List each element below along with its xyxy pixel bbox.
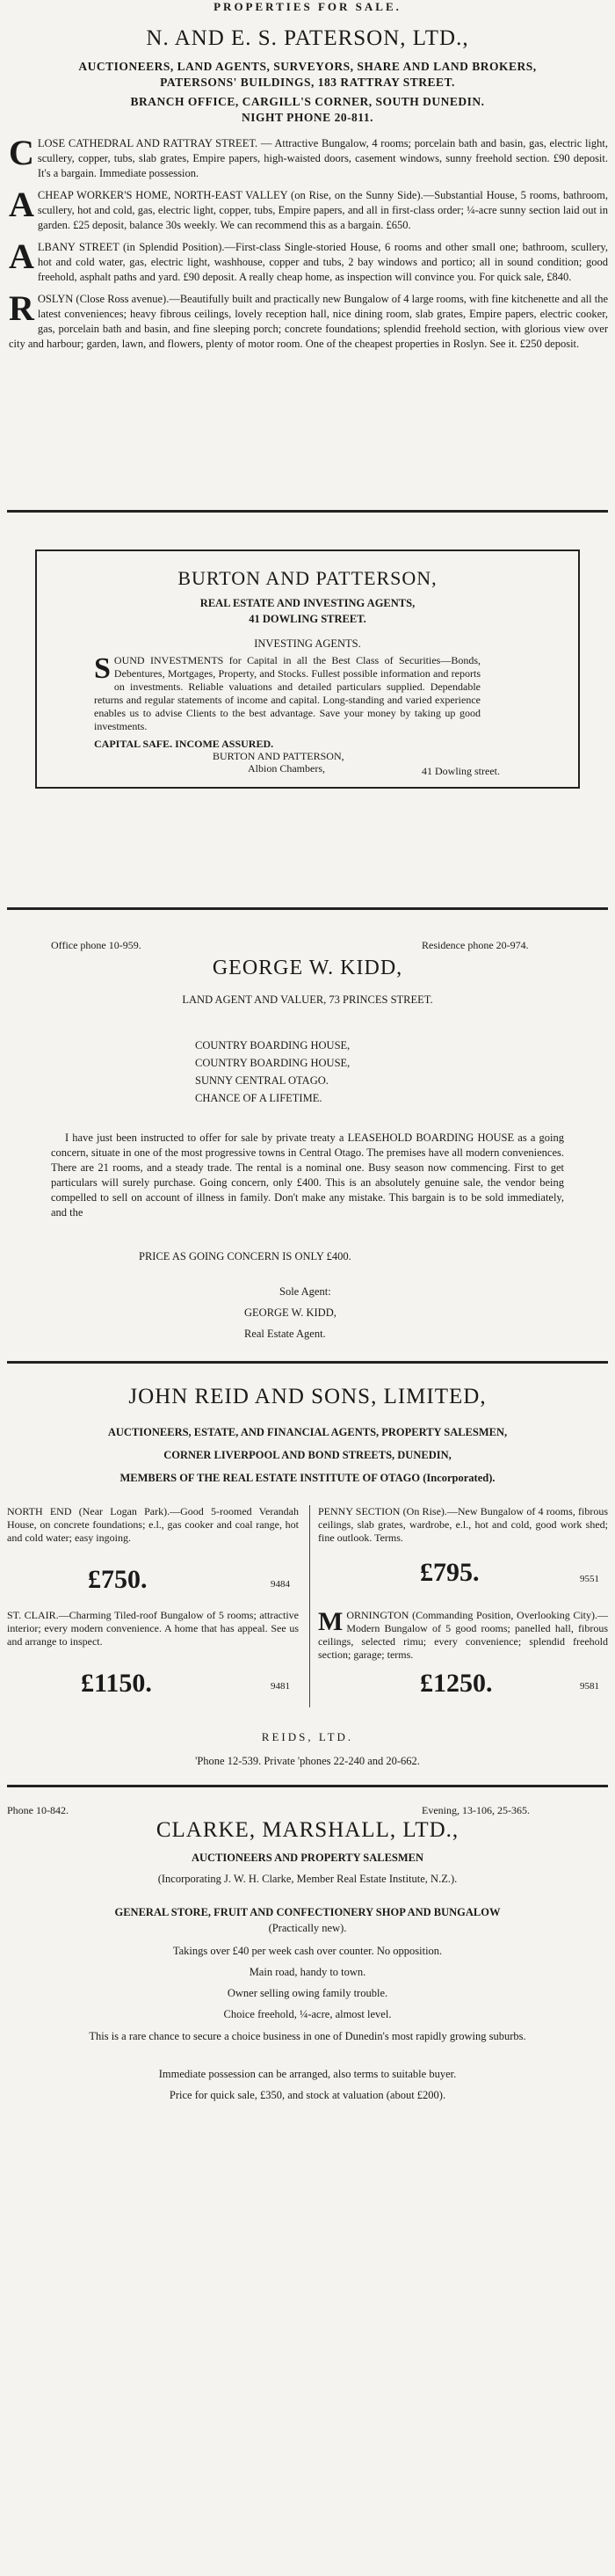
reid-ref: 9551 <box>580 1574 599 1584</box>
reid-ref: 9484 <box>271 1579 290 1590</box>
drop-cap: A <box>9 236 34 276</box>
reid-listing-st-clair: ST. CLAIR.—Charming Tiled-roof Bungalow of 5 rooms; attractive interior; every modern convenience. A home that has appeal. See us and arrange to inspect. <box>7 1609 299 1648</box>
divider <box>7 907 608 910</box>
burton-safe: CAPITAL SAFE. INCOME ASSURED. <box>94 738 274 750</box>
burton-heading: INVESTING AGENTS. <box>254 637 361 650</box>
paterson-line4: NIGHT PHONE 20-811. <box>242 111 373 124</box>
kidd-h2: COUNTRY BOARDING HOUSE, <box>195 1057 351 1069</box>
clarke-l3: Owner selling owing family trouble. <box>227 1987 388 1999</box>
kidd-price: PRICE AS GOING CONCERN IS ONLY £400. <box>139 1250 351 1263</box>
clarke-l6: Immediate possession can be arranged, also terms to suitable buyer. <box>158 2068 457 2080</box>
drop-cap: S <box>94 652 111 685</box>
reid-footer1: REIDS, LTD. <box>261 1730 354 1743</box>
reid-ref: 9481 <box>271 1681 290 1692</box>
listing-text: OSLYN (Close Ross avenue).—Beautifully built and practically new Bungalow of 4 large rooms, with fine kitchenette and all the latest conveniences; heavy fibrous ceilings, lovely reception hall, nice dining room, slab grates, Empire papers, electric cooker, gas, porcelain bath and basin, and fine sleeping porch; concrete foundations; splendid freehold section, with glorious view over city and harbour; garden, lawn, and flowers, plenty of motor room. One of the cheapest properties in Roslyn. See it. £250 deposit. <box>9 293 608 350</box>
reid-price: £1250. <box>420 1669 493 1698</box>
listing-text: LOSE CATHEDRAL AND RATTRAY STREET. — Attractive Bungalow, 4 rooms; porcelain bath and basin, gas, electric light, scullery, copper, tubs, slab grates, Empire papers, high-waisted doors, casement windows, sunny freehold section. £90 deposit. It's a bargain. Immediate possession. <box>37 137 608 179</box>
reid-line2: CORNER LIVERPOOL AND BOND STREETS, DUNEDIN, <box>163 1449 452 1461</box>
reid-footer2: 'Phone 12-539. Private 'phones 22-240 and 20-662. <box>195 1755 420 1767</box>
divider <box>7 1785 608 1787</box>
reid-price: £795. <box>420 1558 480 1587</box>
kidd-sole: Sole Agent: <box>279 1285 331 1298</box>
drop-cap: R <box>9 288 34 328</box>
kidd-text: I have just been instructed to offer for sale by private treaty a LEASEHOLD BOARDING HOUSE as a going concern, situate in one of the most progressive towns in Central Otago. The premises have all modern conveniences. There are 21 rooms, and a steady trade. The rental is a nominal one. Busy season now commencing. First to get particulars will surely purchase. Going concern, only £400. This is an absolutely genuine sale, the vendor being compelled to sell on account of illness in family. Don't make any mistake. This bargain is to be sold immediately, and the <box>51 1132 564 1219</box>
reid-title: JOHN REID AND SONS, LIMITED, <box>128 1385 487 1408</box>
reid-line3: MEMBERS OF THE REAL ESTATE INSTITUTE OF OTAGO (Incorporated). <box>119 1472 496 1484</box>
kidd-h4: CHANCE OF A LIFETIME. <box>195 1092 322 1104</box>
burton-line2: 41 DOWLING STREET. <box>249 613 366 625</box>
reid-ref: 9581 <box>580 1681 599 1692</box>
listing-item <box>9 133 608 181</box>
paterson-line2: PATERSONS' BUILDINGS, 183 RATTRAY STREET. <box>160 76 455 89</box>
clarke-l2: Main road, handy to town. <box>249 1966 366 1978</box>
paterson-title: N. AND E. S. PATERSON, LTD., <box>146 26 469 50</box>
burton-title: BURTON AND PATTERSON, <box>177 567 438 589</box>
listing-item <box>9 236 608 285</box>
burton-text <box>94 654 481 733</box>
listing-text: ORNINGTON (Commanding Position, Overlooking City).—Modern Bungalow of 5 good rooms; panelled hall, fibrous ceilings, selected rimu; every convenience; splendid freehold section; garage; terms. <box>318 1609 608 1661</box>
divider <box>7 1361 608 1364</box>
clarke-l7: Price for quick sale, £350, and stock at valuation (about £200). <box>169 2089 446 2101</box>
clarke-h1: GENERAL STORE, FRUIT AND CONFECTIONERY SHOP AND BUNGALOW <box>114 1906 501 1918</box>
clarke-phone: Phone 10-842. <box>7 1804 69 1816</box>
drop-cap: C <box>9 133 34 172</box>
reid-listing-mornington <box>318 1609 608 1662</box>
kidd-h3: SUNNY CENTRAL OTAGO. <box>195 1074 329 1087</box>
kidd-agent-title: Real Estate Agent. <box>244 1328 326 1340</box>
kidd-line1: LAND AGENT AND VALUER, 73 PRINCES STREET. <box>182 993 433 1006</box>
clarke-l1: Takings over £40 per week cash over counter. No opposition. <box>172 1945 443 1957</box>
reid-listing-penny-section: PENNY SECTION (On Rise).—New Bungalow of 4 rooms, fibrous ceilings, slab grates, wardrobe, e.l., hot and cold, good work shed; fine outlook. Terms. <box>318 1505 608 1544</box>
kidd-office-phone: Office phone 10-959. <box>51 939 141 951</box>
clarke-line2: (Incorporating J. W. H. Clarke, Member Real Estate Institute, N.Z.). <box>157 1873 458 1885</box>
paterson-line1: AUCTIONEERS, LAND AGENTS, SURVEYORS, SHARE AND LAND BROKERS, <box>78 60 537 73</box>
clarke-title: CLARKE, MARSHALL, LTD., <box>156 1818 459 1842</box>
divider <box>7 510 608 513</box>
column-rule <box>309 1505 310 1707</box>
listing-item <box>9 288 608 352</box>
kidd-residence-phone: Residence phone 20-974. <box>422 939 529 951</box>
listing-text: LBANY STREET (in Splendid Position).—First-class Single-storied House, 6 rooms and other small one; bathroom, scullery, hot and cold water, gas, electric light, washhouse, copper and tubs, 2 bay windows and portico; all in sound condition; good freehold, asphalt paths and yard. £90 deposit. A really cheap home, as inspection will convince you. For quick sale, £840. <box>37 241 608 283</box>
burton-body: OUND INVESTMENTS for Capital in all the Best Class of Securities—Bonds, Debentures, Mortgages, Property, and Stocks. Fullest possible information and reports on investments. Reliable valuations and detailed particulars supplied. Dependable returns and regular statements of income and capital. Long-standing and varied experience enables us to advise Clients to the best advantage. Save your money by taking up good investments. <box>94 654 481 732</box>
clarke-line1: AUCTIONEERS AND PROPERTY SALESMEN <box>191 1852 424 1864</box>
burton-box <box>35 549 580 789</box>
clarke-l5: This is a rare chance to secure a choice business in one of Dunedin's most rapidly growing suburbs. <box>89 2030 526 2042</box>
paterson-line3: BRANCH OFFICE, CARGILL'S CORNER, SOUTH DUNEDIN. <box>130 95 485 108</box>
kidd-h1: COUNTRY BOARDING HOUSE, <box>195 1039 351 1052</box>
burton-sign3: 41 Dowling street. <box>422 765 500 777</box>
reid-listing-north-end: NORTH END (Near Logan Park).—Good 5-roomed Verandah House, on concrete foundations; e.l., gas cooker and coal range, hot and cold water; easy ingoing. <box>7 1505 299 1544</box>
reid-line1: AUCTIONEERS, ESTATE, AND FINANCIAL AGENTS, PROPERTY SALESMEN, <box>107 1426 508 1438</box>
clarke-l4: Choice freehold, ¼-acre, almost level. <box>223 2008 392 2020</box>
burton-line1: REAL ESTATE AND INVESTING AGENTS, <box>199 597 416 609</box>
listing-text: CHEAP WORKER'S HOME, NORTH-EAST VALLEY (on Rise, on the Sunny Side).—Substantial House, 5 rooms, bathroom, scullery, hot and cold, gas, electric light, copper, tubs, Empire papers, and all in first-class order; ¼-acre sunny section laid out in garden. £25 deposit, balance 30s weekly. We can recommend this as a bargain. £650. <box>37 189 608 231</box>
kidd-agent: GEORGE W. KIDD, <box>244 1306 336 1319</box>
clarke-evening: Evening, 13-106, 25-365. <box>422 1804 530 1816</box>
listing-item <box>9 185 608 233</box>
paterson-listings <box>9 133 608 359</box>
kidd-title: GEORGE W. KIDD, <box>212 957 403 979</box>
burton-sign1: BURTON AND PATTERSON, <box>213 750 344 762</box>
burton-sign2: Albion Chambers, <box>248 762 325 775</box>
drop-cap: A <box>9 185 34 224</box>
drop-cap: M <box>318 1607 344 1636</box>
clarke-h2: (Practically new). <box>268 1922 347 1934</box>
reid-price: £750. <box>88 1565 148 1594</box>
reid-price: £1150. <box>81 1669 152 1698</box>
page-header: PROPERTIES FOR SALE. <box>213 0 402 13</box>
